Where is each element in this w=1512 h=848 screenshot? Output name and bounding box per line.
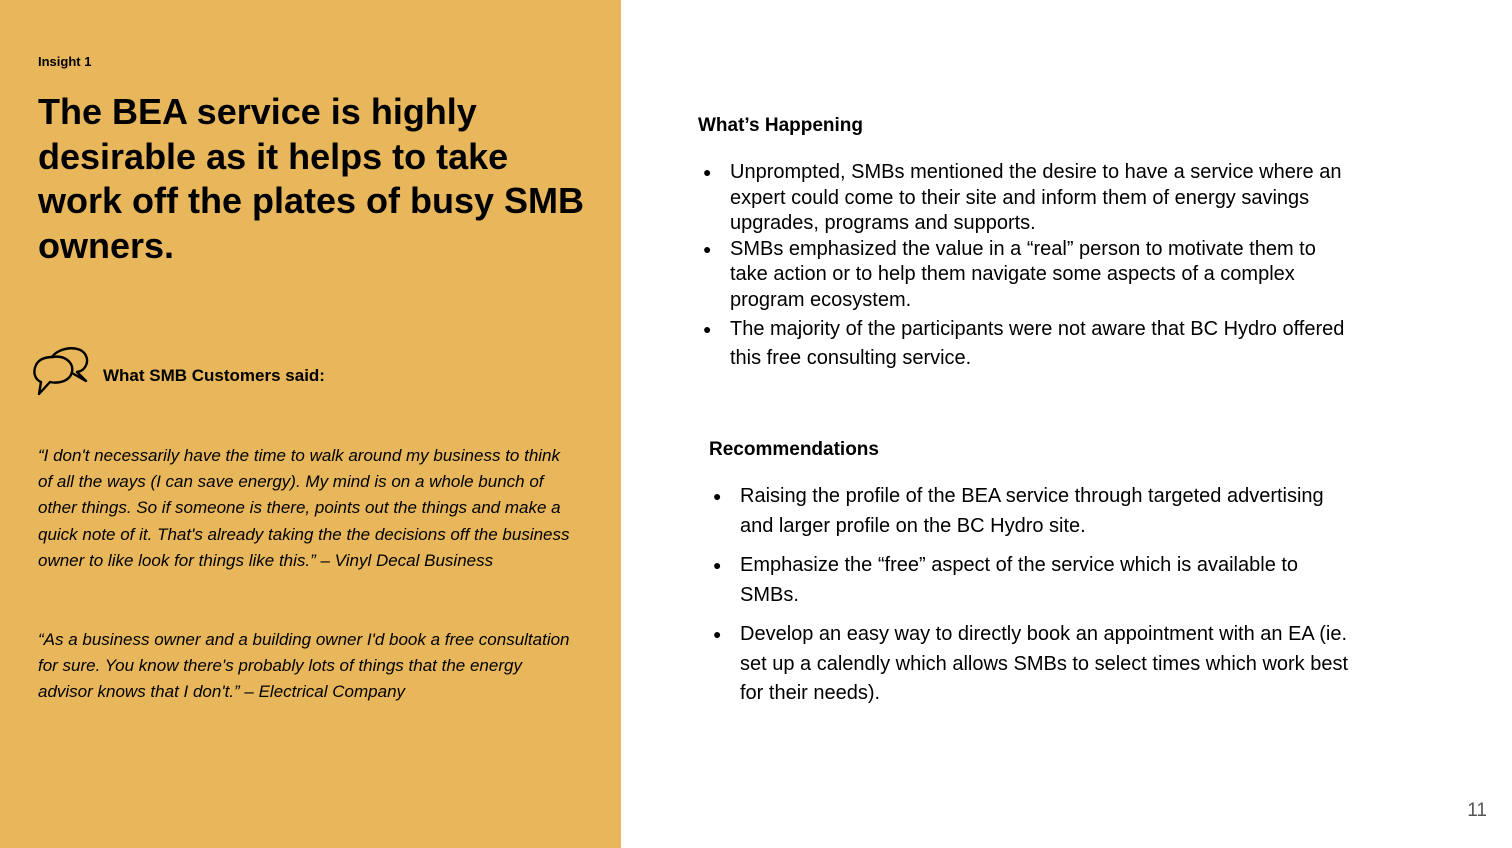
list-item: ● Develop an easy way to directly book an appointment with an EA (ie. set up a calendly which allows SMBs to select times which work best for their needs). xyxy=(708,620,1358,709)
speech-bubbles-icon xyxy=(32,344,90,396)
recommendations-list xyxy=(708,482,1358,719)
whats-happening-list xyxy=(698,160,1348,373)
insight-headline: The BEA service is highly desirable as it helps to take work off the plates of busy SMB owners. xyxy=(38,91,585,266)
whats-happening-heading: What’s Happening xyxy=(698,115,864,136)
list-item: ● SMBs emphasized the value in a “real” person to motivate them to take action or to help them navigate some aspects of a complex program ecosystem. xyxy=(698,237,1348,314)
insight-label: Insight 1 xyxy=(38,54,92,69)
insight-panel xyxy=(0,0,621,848)
customer-quote: “I don't necessarily have the time to walk around my business to think of all the ways (I can save energy). My mind is on a whole bunch of other things. So if someone is there, points out the things and make a quick note of it. That's already taking the the decisions off the business owner to like look for things like this.” – Vinyl Decal Business xyxy=(38,446,570,570)
list-item: ● Emphasize the “free” aspect of the service which is available to SMBs. xyxy=(708,551,1358,610)
customers-said-heading: What SMB Customers said: xyxy=(103,366,325,385)
list-item: ● Unprompted, SMBs mentioned the desire to have a service where an expert could come to their site and inform them of energy savings upgrades, programs and supports. xyxy=(698,160,1348,237)
recommendations-heading: Recommendations xyxy=(709,439,879,460)
list-item: ● The majority of the participants were not aware that BC Hydro offered this free consulting service. xyxy=(698,315,1348,373)
customer-quote: “As a business owner and a building owner I'd book a free consultation for sure. You know there's probably lots of things that the energy advisor knows that I don't.” – Electrical Company xyxy=(38,630,570,702)
list-item: ● Raising the profile of the BEA service through targeted advertising and larger profile on the BC Hydro site. xyxy=(708,482,1358,541)
page-number: 11 xyxy=(1467,800,1487,821)
